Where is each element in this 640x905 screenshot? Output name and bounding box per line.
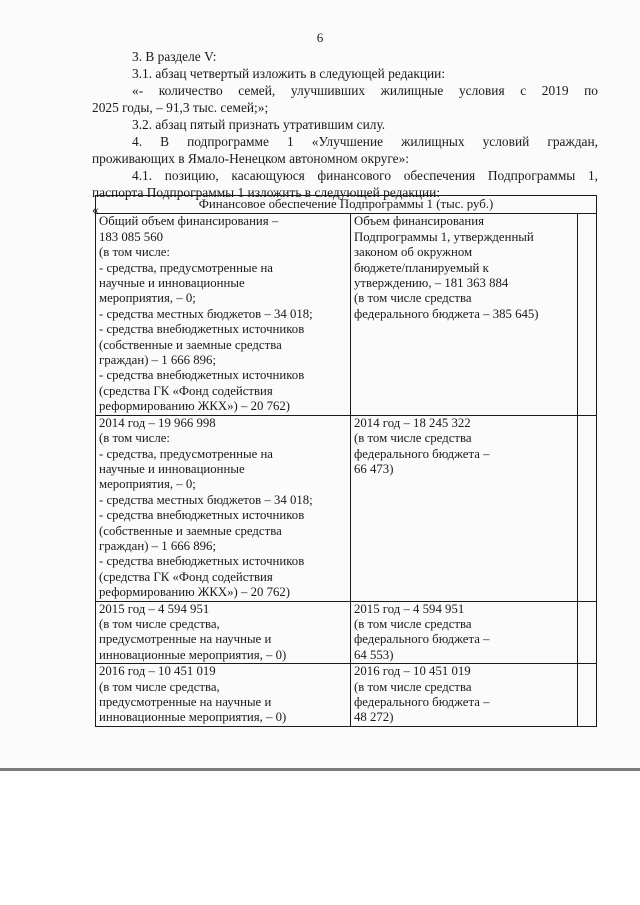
document-body [92, 48, 598, 218]
cell-text-line: 183 085 560 [99, 229, 163, 244]
cell-text-line: (собственные и заемные средства [99, 523, 282, 538]
table-row-2015 [96, 601, 597, 664]
cell-text-line: - средства, предусмотренные на [99, 446, 273, 461]
total-right-cell [351, 214, 578, 415]
cell-text-line: 2014 год – 19 966 998 [99, 415, 216, 430]
cell-text-line: 2016 год – 10 451 019 [354, 664, 471, 679]
cell-text-line: Подпрограммы 1, утвержденный [354, 229, 534, 244]
page-number: 6 [316, 30, 324, 45]
cell-text-line: 48 272) [354, 710, 394, 725]
cell-text-line: 2015 год – 4 594 951 [354, 601, 465, 616]
year-2014-right-cell [351, 415, 578, 601]
cell-text-line: реформированию ЖКХ») – 20 762) [99, 399, 291, 414]
cell-text-line: (собственные и заемные средства [99, 337, 282, 352]
year-2016-left-cell [96, 664, 351, 727]
paragraph-4-line2: проживающих в Ямало-Ненецком автономном округе»: [92, 151, 410, 166]
cell-text-line: научные и инновационные [99, 276, 245, 291]
paragraph-section-v: 3. В разделе V: [132, 49, 217, 64]
paragraph-families-line2: 2025 годы, – 91,3 тыс. семей;»; [92, 100, 269, 115]
paragraph-3-1: 3.1. абзац четвертый изложить в следующей редакции: [132, 66, 446, 81]
table-row-2016 [96, 664, 597, 727]
cell-text-line: 64 553) [354, 647, 394, 662]
financing-table [95, 195, 597, 727]
cell-text-line: научные и инновационные [99, 461, 245, 476]
cell-text-line: (в том числе средства, [99, 679, 220, 694]
opening-quote-mark: « [92, 202, 99, 217]
cell-text-line: - средства внебюджетных источников [99, 508, 305, 523]
cell-text-line: инновационные мероприятия, – 0) [99, 647, 287, 662]
cell-text-line: реформированию ЖКХ») – 20 762) [99, 585, 291, 600]
cell-text-line: - средства местных бюджетов – 34 018; [99, 306, 313, 321]
year-2014-left-cell [96, 415, 351, 601]
cell-text-line: - средства, предусмотренные на [99, 260, 273, 275]
cell-text-line: - средства внебюджетных источников [99, 322, 305, 337]
year-2015-left-cell [96, 601, 351, 664]
cell-text-line: инновационные мероприятия, – 0) [99, 710, 287, 725]
cell-text-line: граждан) – 1 666 896; [99, 353, 217, 368]
cell-text-line: (средства ГК «Фонд содействия [99, 569, 273, 584]
table-header-row [96, 196, 597, 214]
year-2015-right-cell [351, 601, 578, 664]
cell-text-line: утверждению, – 181 363 884 [354, 276, 509, 291]
cell-text-line: бюджете/планируемый к [354, 260, 489, 275]
cell-text-line: Объем финансирования [354, 214, 485, 229]
cell-text-line: 2014 год – 18 245 322 [354, 415, 471, 430]
cell-text-line: (в том числе: [99, 245, 170, 260]
table-row-total [96, 214, 597, 415]
paragraph-4-1-line1: 4.1. позицию, касающуюся финансового обеспечения Подпрограммы 1, [132, 168, 598, 183]
cell-text-line: федерального бюджета – 385 645) [354, 306, 539, 321]
cell-text-line: федерального бюджета – [354, 632, 490, 647]
cell-text-line: предусмотренные на научные и [99, 632, 272, 647]
table-row-2014 [96, 415, 597, 601]
paragraph-4-line1: 4. В подпрограмме 1 «Улучшение жилищных условий граждан, [132, 134, 598, 149]
cell-text-line: 2016 год – 10 451 019 [99, 664, 216, 679]
cell-text-line: мероприятия, – 0; [99, 477, 196, 492]
cell-text-line: граждан) – 1 666 896; [99, 538, 217, 553]
cell-text-line: (в том числе средства, [99, 616, 220, 631]
cell-text-line: (в том числе средства [354, 431, 472, 446]
year-2016-right-cell [351, 664, 578, 727]
cell-text-line: (в том числе: [99, 431, 170, 446]
paragraph-3-2: 3.2. абзац пятый признать утратившим силу. [132, 117, 386, 132]
scan-bottom-edge [0, 768, 640, 771]
cell-text-line: (в том числе средства [354, 291, 472, 306]
cell-text-line: Общий объем финансирования – [99, 214, 279, 229]
cell-text-line: (средства ГК «Фонд содействия [99, 383, 273, 398]
total-left-cell [96, 214, 351, 415]
cell-text-line: (в том числе средства [354, 679, 472, 694]
cell-text-line: - средства внебюджетных источников [99, 554, 305, 569]
table-header: Финансовое обеспечение Подпрограммы 1 (тыс. руб.) [96, 196, 597, 214]
paragraph-4-1-line2: паспорта Подпрограммы 1 изложить в следующей редакции: [92, 185, 441, 200]
cell-text-line: мероприятия, – 0; [99, 291, 196, 306]
empty-margin-cell [578, 415, 597, 601]
cell-text-line: федерального бюджета – [354, 695, 490, 709]
cell-text-line: 2015 год – 4 594 951 [99, 601, 210, 616]
cell-text-line: 66 473) [354, 461, 394, 476]
cell-text-line: (в том числе средства [354, 616, 472, 631]
empty-margin-cell [578, 664, 597, 727]
empty-margin-cell [578, 601, 597, 664]
empty-margin-cell [578, 214, 597, 415]
cell-text-line: - средства местных бюджетов – 34 018; [99, 492, 313, 507]
cell-text-line: федерального бюджета – [354, 446, 490, 461]
paragraph-families-line1: «- количество семей, улучшивших жилищные условия с 2019 по [132, 83, 598, 98]
cell-text-line: предусмотренные на научные и [99, 695, 272, 709]
cell-text-line: - средства внебюджетных источников [99, 368, 305, 383]
cell-text-line: законом об окружном [354, 245, 473, 260]
